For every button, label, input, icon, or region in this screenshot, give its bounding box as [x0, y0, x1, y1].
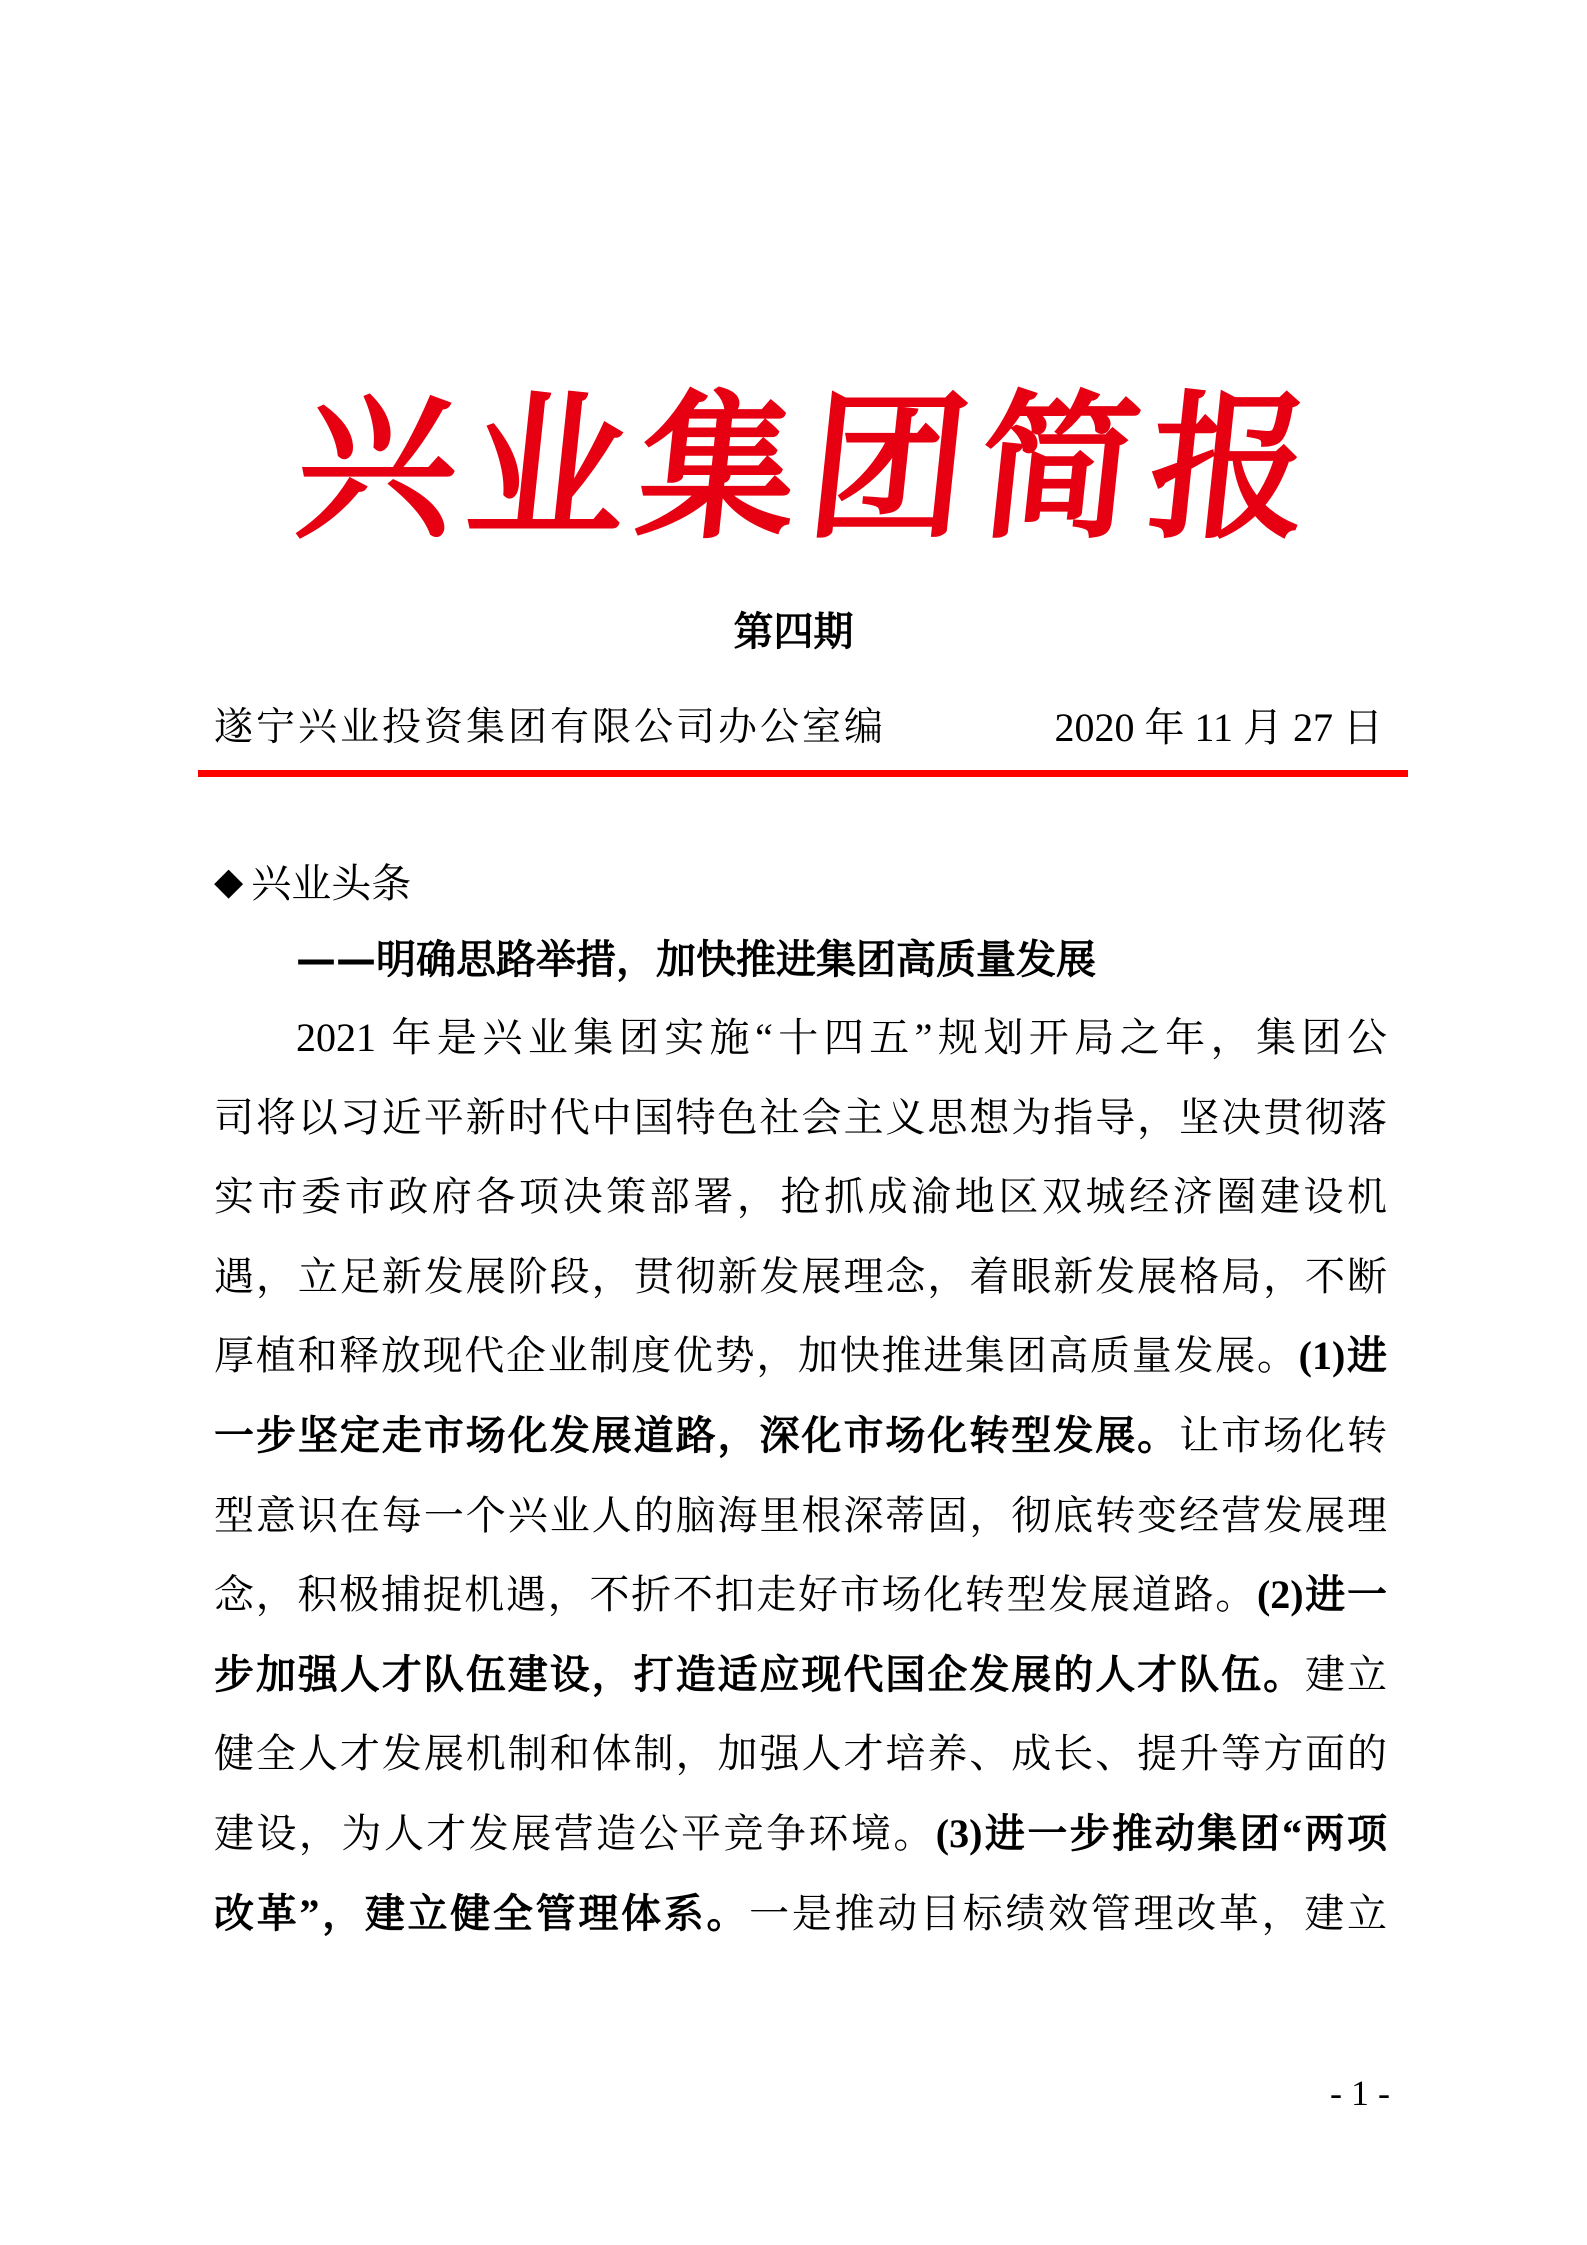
bold-text: 步加强人才队伍建设，打造适应现代国企发展的人才队伍。	[214, 1651, 1306, 1697]
masthead-char: 简	[970, 375, 1148, 561]
masthead-char: 报	[1140, 375, 1319, 561]
body-line	[214, 1326, 1387, 1406]
article-subtitle: ——明确思路举措，加快推进集团高质量发展	[296, 937, 1096, 983]
body-text: 念，积极捕捉机遇，不折不扣走好市场化转型发展道路。	[214, 1572, 1257, 1618]
bold-text: (2)进一	[1256, 1572, 1388, 1618]
page-number: - 1 -	[1330, 2073, 1390, 2113]
body-text: 型意识在每一个兴业人的脑海里根深蒂固，彻底转变经营发展理	[214, 1492, 1387, 1538]
body-text: 一是推动目标绩效管理改革，建立	[749, 1890, 1388, 1936]
body-line	[214, 1406, 1387, 1486]
body-line	[214, 1804, 1387, 1884]
body-text: 健全人才发展机制和体制，加强人才培养、成长、提升等方面的	[214, 1731, 1387, 1777]
body-line	[214, 1008, 1387, 1088]
publish-date: 2020 年 11 月 27 日	[1054, 705, 1383, 750]
body-text: 让市场化转	[1179, 1412, 1388, 1458]
body-line	[214, 1884, 1387, 1964]
section-title: 兴业头条	[251, 861, 412, 907]
body-text: 司将以习近平新时代中国特色社会主义思想为指导，坚决贯彻落	[214, 1094, 1387, 1140]
masthead-char: 团	[800, 375, 978, 561]
editor-line: 遂宁兴业投资集团有限公司办公室编	[214, 706, 887, 749]
body-line	[214, 1565, 1387, 1645]
article-body	[214, 1008, 1387, 1963]
bold-text: (3)进一步推动集团“两项	[935, 1810, 1387, 1856]
bold-text: (1)进	[1298, 1333, 1388, 1379]
body-text: 建设，为人才发展营造公平竞争环境。	[214, 1810, 936, 1856]
diamond-icon: ◆	[214, 858, 244, 903]
body-text: 2021 年是兴业集团实施“十四五”规划开局之年，集团公	[296, 1015, 1387, 1060]
body-text: 遇，立足新发展阶段，贯彻新发展理念，着眼新发展格局，不断	[214, 1253, 1387, 1299]
body-text: 厚植和释放现代企业制度优势，加快推进集团高质量发展。	[214, 1333, 1299, 1379]
body-text: 建立	[1305, 1651, 1388, 1697]
issue-number: 第四期	[733, 609, 854, 655]
bold-text: 一步坚定走市场化发展道路，深化市场化转型发展。	[214, 1412, 1180, 1458]
body-line	[214, 1645, 1387, 1725]
body-text: 实市委市政府各项决策部署，抢抓成渝地区双城经济圈建设机	[214, 1174, 1387, 1220]
body-line	[214, 1247, 1387, 1327]
bold-text: 改革”，建立健全管理体系。	[214, 1890, 750, 1936]
masthead-char: 集	[629, 375, 808, 561]
section-heading	[214, 852, 411, 909]
body-line	[214, 1167, 1387, 1247]
masthead-char: 业	[459, 375, 637, 561]
body-line	[214, 1088, 1387, 1168]
masthead-logo	[289, 350, 1321, 560]
body-line	[214, 1724, 1387, 1804]
body-line	[214, 1486, 1387, 1566]
masthead-char: 兴	[288, 375, 467, 561]
red-divider	[198, 770, 1408, 777]
